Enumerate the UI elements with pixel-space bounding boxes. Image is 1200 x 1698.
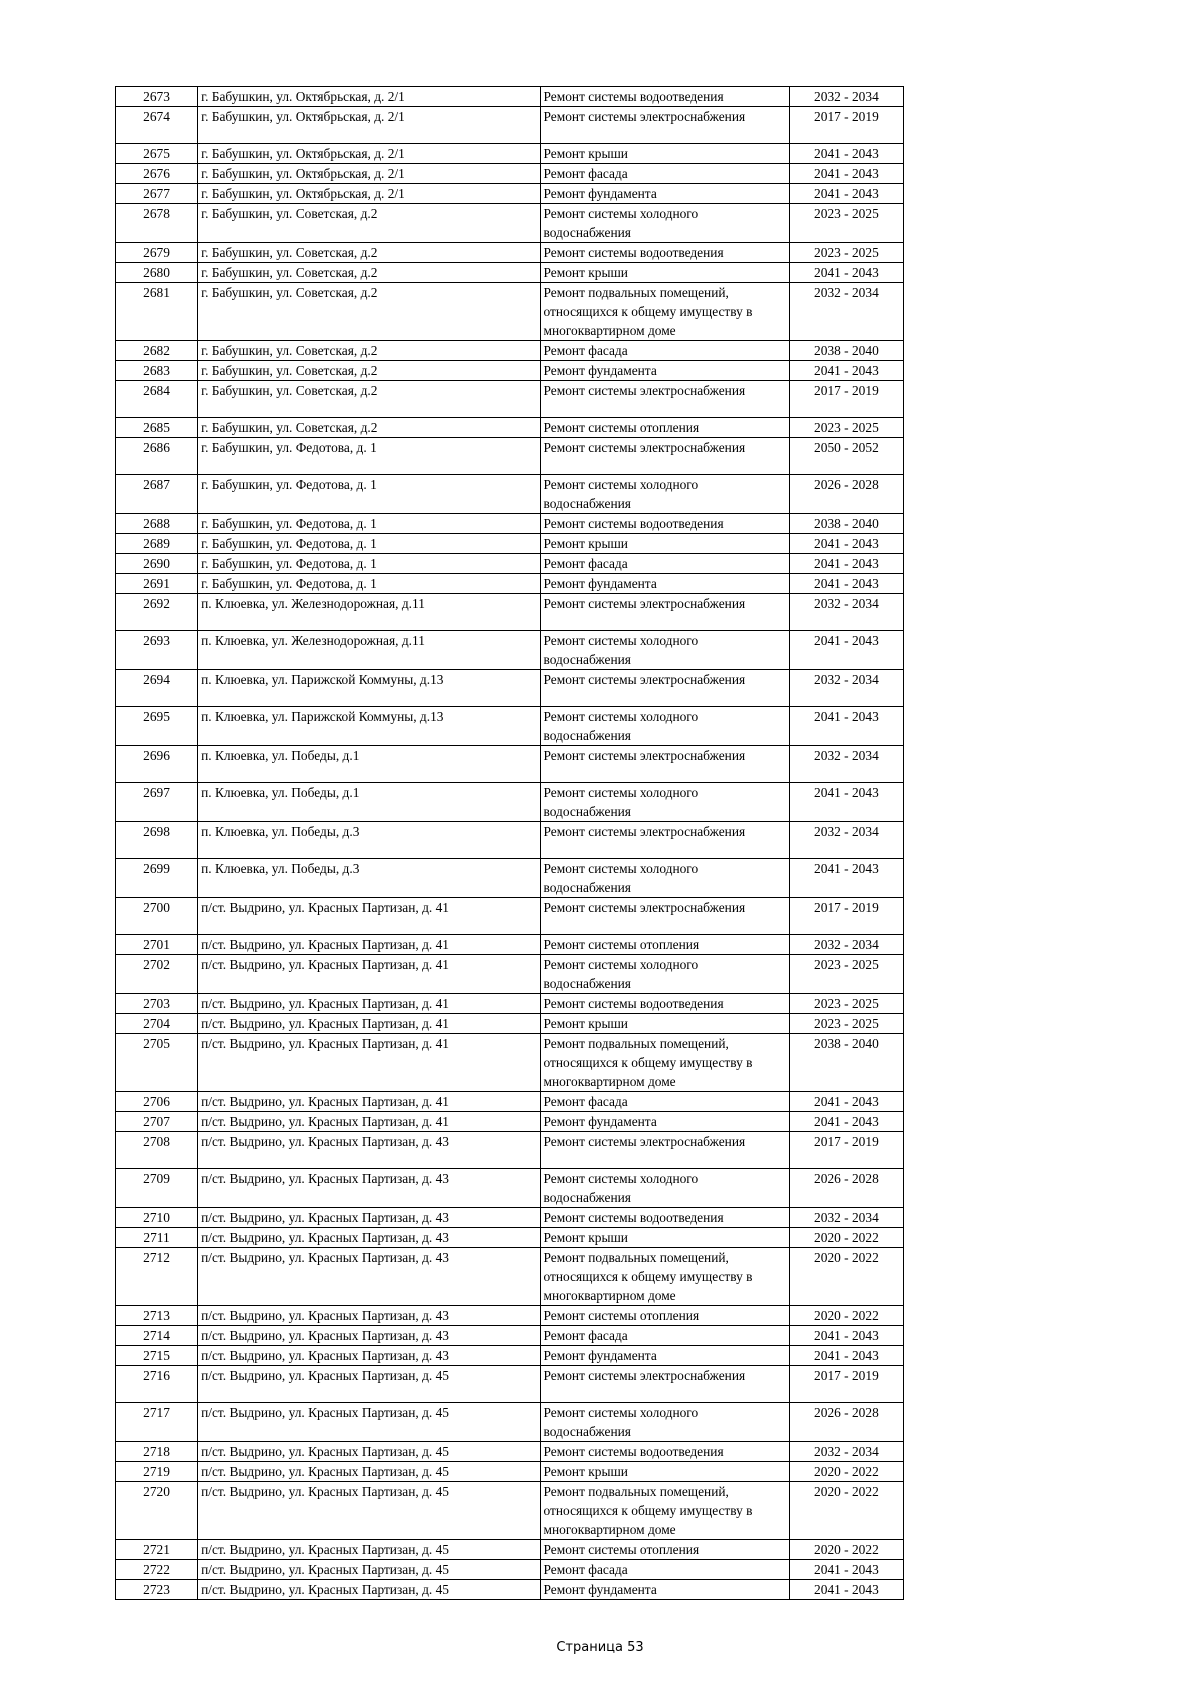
row-number-cell: 2696 [116,746,198,783]
address-cell: п/ст. Выдрино, ул. Красных Партизан, д. 45 [198,1462,540,1482]
row-number-cell: 2674 [116,107,198,144]
table-row [116,341,904,361]
row-number-cell: 2690 [116,554,198,574]
work-type-cell: Ремонт крыши [540,1014,789,1034]
address-cell: г. Бабушкин, ул. Федотова, д. 1 [198,534,540,554]
row-number-cell: 2700 [116,898,198,935]
work-type-cell: Ремонт фундамента [540,1580,789,1600]
work-type-cell: Ремонт подвальных помещений, относящихся к общему имуществу в многоквартирном доме [540,283,789,341]
address-cell: п. Клюевка, ул. Победы, д.3 [198,822,540,859]
work-type-cell: Ремонт фасада [540,1326,789,1346]
table-row [116,263,904,283]
row-number-cell: 2703 [116,994,198,1014]
address-cell: г. Бабушкин, ул. Октябрьская, д. 2/1 [198,164,540,184]
address-cell: п/ст. Выдрино, ул. Красных Партизан, д. 43 [198,1132,540,1169]
row-number-cell: 2676 [116,164,198,184]
work-type-cell: Ремонт фундамента [540,1346,789,1366]
period-cell: 2041 - 2043 [789,1092,903,1112]
row-number-cell: 2686 [116,438,198,475]
table-row [116,107,904,144]
row-number-cell: 2693 [116,631,198,670]
table-row [116,1169,904,1208]
period-cell: 2032 - 2034 [789,1442,903,1462]
address-cell: п/ст. Выдрино, ул. Красных Партизан, д. 45 [198,1580,540,1600]
table-row [116,1014,904,1034]
period-cell: 2020 - 2022 [789,1248,903,1306]
period-cell: 2032 - 2034 [789,670,903,707]
period-cell: 2020 - 2022 [789,1228,903,1248]
table-row [116,1462,904,1482]
period-cell: 2032 - 2034 [789,1208,903,1228]
period-cell: 2041 - 2043 [789,707,903,746]
period-cell: 2026 - 2028 [789,1169,903,1208]
work-type-cell: Ремонт крыши [540,1462,789,1482]
period-cell: 2023 - 2025 [789,243,903,263]
table-row [116,554,904,574]
work-type-cell: Ремонт системы отопления [540,935,789,955]
table-row [116,204,904,243]
address-cell: п/ст. Выдрино, ул. Красных Партизан, д. 43 [198,1169,540,1208]
table-row [116,283,904,341]
work-type-cell: Ремонт системы водоотведения [540,994,789,1014]
table-row [116,574,904,594]
period-cell: 2041 - 2043 [789,631,903,670]
period-cell: 2032 - 2034 [789,746,903,783]
address-cell: п/ст. Выдрино, ул. Красных Партизан, д. 41 [198,994,540,1014]
work-type-cell: Ремонт системы холодного водоснабжения [540,707,789,746]
period-cell: 2038 - 2040 [789,1034,903,1092]
work-type-cell: Ремонт фасада [540,1560,789,1580]
table-row [116,707,904,746]
period-cell: 2038 - 2040 [789,514,903,534]
table-row [116,1208,904,1228]
table-row [116,1132,904,1169]
address-cell: г. Бабушкин, ул. Советская, д.2 [198,418,540,438]
work-type-cell: Ремонт системы холодного водоснабжения [540,955,789,994]
address-cell: г. Бабушкин, ул. Советская, д.2 [198,341,540,361]
page-number: Страница 53 [556,1640,644,1655]
table-row [116,1442,904,1462]
row-number-cell: 2681 [116,283,198,341]
work-type-cell: Ремонт системы водоотведения [540,1208,789,1228]
work-type-cell: Ремонт фасада [540,164,789,184]
address-cell: п/ст. Выдрино, ул. Красных Партизан, д. 43 [198,1346,540,1366]
work-type-cell: Ремонт фундамента [540,361,789,381]
address-cell: п/ст. Выдрино, ул. Красных Партизан, д. 43 [198,1248,540,1306]
work-type-cell: Ремонт системы электроснабжения [540,107,789,144]
address-cell: г. Бабушкин, ул. Федотова, д. 1 [198,438,540,475]
address-cell: п. Клюевка, ул. Победы, д.3 [198,859,540,898]
table-row [116,381,904,418]
period-cell: 2017 - 2019 [789,1366,903,1403]
work-type-cell: Ремонт системы водоотведения [540,87,789,107]
work-type-cell: Ремонт системы водоотведения [540,1442,789,1462]
address-cell: п/ст. Выдрино, ул. Красных Партизан, д. 45 [198,1482,540,1540]
row-number-cell: 2718 [116,1442,198,1462]
table-row [116,955,904,994]
address-cell: г. Бабушкин, ул. Советская, д.2 [198,263,540,283]
period-cell: 2032 - 2034 [789,283,903,341]
address-cell: г. Бабушкин, ул. Федотова, д. 1 [198,554,540,574]
row-number-cell: 2707 [116,1112,198,1132]
period-cell: 2041 - 2043 [789,1580,903,1600]
address-cell: г. Бабушкин, ул. Советская, д.2 [198,204,540,243]
table-row [116,1092,904,1112]
table-row [116,1346,904,1366]
period-cell: 2041 - 2043 [789,534,903,554]
table-row [116,746,904,783]
table-row [116,783,904,822]
row-number-cell: 2683 [116,361,198,381]
row-number-cell: 2684 [116,381,198,418]
address-cell: г. Бабушкин, ул. Федотова, д. 1 [198,514,540,534]
row-number-cell: 2677 [116,184,198,204]
address-cell: г. Бабушкин, ул. Советская, д.2 [198,381,540,418]
row-number-cell: 2687 [116,475,198,514]
table-row [116,1482,904,1540]
table-row [116,184,904,204]
table-row [116,994,904,1014]
address-cell: г. Бабушкин, ул. Советская, д.2 [198,361,540,381]
period-cell: 2017 - 2019 [789,1132,903,1169]
work-type-cell: Ремонт крыши [540,534,789,554]
row-number-cell: 2673 [116,87,198,107]
period-cell: 2032 - 2034 [789,87,903,107]
row-number-cell: 2720 [116,1482,198,1540]
row-number-cell: 2695 [116,707,198,746]
row-number-cell: 2723 [116,1580,198,1600]
address-cell: п/ст. Выдрино, ул. Красных Партизан, д. 41 [198,1014,540,1034]
row-number-cell: 2675 [116,144,198,164]
row-number-cell: 2706 [116,1092,198,1112]
work-type-cell: Ремонт системы холодного водоснабжения [540,783,789,822]
address-cell: п/ст. Выдрино, ул. Красных Партизан, д. 43 [198,1208,540,1228]
table-row [116,144,904,164]
table-row [116,1228,904,1248]
address-cell: п/ст. Выдрино, ул. Красных Партизан, д. 43 [198,1228,540,1248]
work-type-cell: Ремонт системы холодного водоснабжения [540,475,789,514]
row-number-cell: 2699 [116,859,198,898]
period-cell: 2020 - 2022 [789,1540,903,1560]
row-number-cell: 2691 [116,574,198,594]
address-cell: г. Бабушкин, ул. Федотова, д. 1 [198,475,540,514]
work-type-cell: Ремонт системы холодного водоснабжения [540,859,789,898]
row-number-cell: 2679 [116,243,198,263]
address-cell: п/ст. Выдрино, ул. Красных Партизан, д. 43 [198,1306,540,1326]
period-cell: 2023 - 2025 [789,955,903,994]
table-row [116,514,904,534]
address-cell: п/ст. Выдрино, ул. Красных Партизан, д. 45 [198,1366,540,1403]
row-number-cell: 2712 [116,1248,198,1306]
address-cell: п/ст. Выдрино, ул. Красных Партизан, д. 41 [198,935,540,955]
work-type-cell: Ремонт системы электроснабжения [540,670,789,707]
period-cell: 2041 - 2043 [789,859,903,898]
work-type-cell: Ремонт системы электроснабжения [540,381,789,418]
table-row [116,859,904,898]
period-cell: 2041 - 2043 [789,361,903,381]
work-type-cell: Ремонт фасада [540,341,789,361]
row-number-cell: 2715 [116,1346,198,1366]
work-type-cell: Ремонт системы отопления [540,1306,789,1326]
period-cell: 2041 - 2043 [789,554,903,574]
address-cell: г. Бабушкин, ул. Федотова, д. 1 [198,574,540,594]
period-cell: 2023 - 2025 [789,204,903,243]
table-row [116,1580,904,1600]
work-type-cell: Ремонт системы холодного водоснабжения [540,1169,789,1208]
table-row [116,935,904,955]
work-type-cell: Ремонт системы электроснабжения [540,822,789,859]
period-cell: 2041 - 2043 [789,1346,903,1366]
table-row [116,1540,904,1560]
period-cell: 2023 - 2025 [789,418,903,438]
work-type-cell: Ремонт фасада [540,1092,789,1112]
period-cell: 2041 - 2043 [789,1112,903,1132]
address-cell: п/ст. Выдрино, ул. Красных Партизан, д. 41 [198,1112,540,1132]
work-type-cell: Ремонт фасада [540,554,789,574]
period-cell: 2017 - 2019 [789,898,903,935]
row-number-cell: 2722 [116,1560,198,1580]
work-type-cell: Ремонт системы водоотведения [540,243,789,263]
period-cell: 2038 - 2040 [789,341,903,361]
period-cell: 2026 - 2028 [789,475,903,514]
period-cell: 2041 - 2043 [789,164,903,184]
period-cell: 2023 - 2025 [789,1014,903,1034]
address-cell: г. Бабушкин, ул. Октябрьская, д. 2/1 [198,87,540,107]
row-number-cell: 2710 [116,1208,198,1228]
row-number-cell: 2685 [116,418,198,438]
address-cell: г. Бабушкин, ул. Советская, д.2 [198,243,540,263]
table-row [116,594,904,631]
row-number-cell: 2709 [116,1169,198,1208]
period-cell: 2041 - 2043 [789,574,903,594]
address-cell: п/ст. Выдрино, ул. Красных Партизан, д. 45 [198,1540,540,1560]
work-type-cell: Ремонт подвальных помещений, относящихся к общему имуществу в многоквартирном доме [540,1034,789,1092]
table-row [116,631,904,670]
table-row [116,1112,904,1132]
address-cell: п/ст. Выдрино, ул. Красных Партизан, д. 41 [198,1092,540,1112]
row-number-cell: 2717 [116,1403,198,1442]
table-row [116,1403,904,1442]
period-cell: 2023 - 2025 [789,994,903,1014]
period-cell: 2032 - 2034 [789,822,903,859]
work-type-cell: Ремонт системы электроснабжения [540,594,789,631]
row-number-cell: 2714 [116,1326,198,1346]
table-row [116,534,904,554]
period-cell: 2050 - 2052 [789,438,903,475]
period-cell: 2020 - 2022 [789,1462,903,1482]
table-row [116,418,904,438]
address-cell: п/ст. Выдрино, ул. Красных Партизан, д. 45 [198,1403,540,1442]
row-number-cell: 2678 [116,204,198,243]
table-row [116,475,904,514]
work-type-cell: Ремонт системы холодного водоснабжения [540,631,789,670]
period-cell: 2017 - 2019 [789,381,903,418]
row-number-cell: 2704 [116,1014,198,1034]
row-number-cell: 2680 [116,263,198,283]
period-cell: 2032 - 2034 [789,594,903,631]
table-row [116,822,904,859]
work-type-cell: Ремонт системы электроснабжения [540,1366,789,1403]
work-type-cell: Ремонт фундамента [540,184,789,204]
row-number-cell: 2682 [116,341,198,361]
work-type-cell: Ремонт системы отопления [540,1540,789,1560]
address-cell: п. Клюевка, ул. Парижской Коммуны, д.13 [198,707,540,746]
address-cell: п. Клюевка, ул. Победы, д.1 [198,783,540,822]
row-number-cell: 2721 [116,1540,198,1560]
table-row [116,670,904,707]
table-row [116,438,904,475]
row-number-cell: 2716 [116,1366,198,1403]
address-cell: п. Клюевка, ул. Победы, д.1 [198,746,540,783]
repair-schedule-table [115,86,904,1600]
address-cell: п/ст. Выдрино, ул. Красных Партизан, д. 43 [198,1326,540,1346]
address-cell: г. Бабушкин, ул. Октябрьская, д. 2/1 [198,144,540,164]
address-cell: г. Бабушкин, ул. Советская, д.2 [198,283,540,341]
work-type-cell: Ремонт системы отопления [540,418,789,438]
period-cell: 2041 - 2043 [789,144,903,164]
row-number-cell: 2711 [116,1228,198,1248]
table-row [116,1326,904,1346]
period-cell: 2026 - 2028 [789,1403,903,1442]
table-row [116,361,904,381]
work-type-cell: Ремонт системы холодного водоснабжения [540,204,789,243]
work-type-cell: Ремонт крыши [540,263,789,283]
address-cell: п. Клюевка, ул. Парижской Коммуны, д.13 [198,670,540,707]
table-row [116,1366,904,1403]
table-row [116,1306,904,1326]
work-type-cell: Ремонт подвальных помещений, относящихся к общему имуществу в многоквартирном доме [540,1482,789,1540]
work-type-cell: Ремонт крыши [540,144,789,164]
table-row [116,87,904,107]
row-number-cell: 2692 [116,594,198,631]
address-cell: п/ст. Выдрино, ул. Красных Партизан, д. 41 [198,898,540,935]
work-type-cell: Ремонт подвальных помещений, относящихся к общему имуществу в многоквартирном доме [540,1248,789,1306]
row-number-cell: 2697 [116,783,198,822]
row-number-cell: 2698 [116,822,198,859]
address-cell: п/ст. Выдрино, ул. Красных Партизан, д. 45 [198,1442,540,1462]
period-cell: 2020 - 2022 [789,1306,903,1326]
address-cell: г. Бабушкин, ул. Октябрьская, д. 2/1 [198,107,540,144]
address-cell: п/ст. Выдрино, ул. Красных Партизан, д. 41 [198,1034,540,1092]
row-number-cell: 2702 [116,955,198,994]
row-number-cell: 2719 [116,1462,198,1482]
table-body [116,87,904,1600]
address-cell: п/ст. Выдрино, ул. Красных Партизан, д. 45 [198,1560,540,1580]
table-row [116,1034,904,1092]
address-cell: п. Клюевка, ул. Железнодорожная, д.11 [198,631,540,670]
row-number-cell: 2688 [116,514,198,534]
work-type-cell: Ремонт фундамента [540,1112,789,1132]
period-cell: 2017 - 2019 [789,107,903,144]
address-cell: г. Бабушкин, ул. Октябрьская, д. 2/1 [198,184,540,204]
period-cell: 2020 - 2022 [789,1482,903,1540]
address-cell: п/ст. Выдрино, ул. Красных Партизан, д. 41 [198,955,540,994]
period-cell: 2032 - 2034 [789,935,903,955]
work-type-cell: Ремонт фундамента [540,574,789,594]
work-type-cell: Ремонт системы электроснабжения [540,746,789,783]
row-number-cell: 2708 [116,1132,198,1169]
period-cell: 2041 - 2043 [789,1560,903,1580]
work-type-cell: Ремонт системы водоотведения [540,514,789,534]
row-number-cell: 2694 [116,670,198,707]
work-type-cell: Ремонт системы электроснабжения [540,898,789,935]
row-number-cell: 2705 [116,1034,198,1092]
table-row [116,243,904,263]
table-row [116,898,904,935]
period-cell: 2041 - 2043 [789,184,903,204]
row-number-cell: 2689 [116,534,198,554]
table-row [116,1560,904,1580]
table-row [116,1248,904,1306]
row-number-cell: 2701 [116,935,198,955]
table-row [116,164,904,184]
work-type-cell: Ремонт системы холодного водоснабжения [540,1403,789,1442]
work-type-cell: Ремонт системы электроснабжения [540,438,789,475]
row-number-cell: 2713 [116,1306,198,1326]
period-cell: 2041 - 2043 [789,1326,903,1346]
period-cell: 2041 - 2043 [789,783,903,822]
work-type-cell: Ремонт крыши [540,1228,789,1248]
work-type-cell: Ремонт системы электроснабжения [540,1132,789,1169]
period-cell: 2041 - 2043 [789,263,903,283]
address-cell: п. Клюевка, ул. Железнодорожная, д.11 [198,594,540,631]
